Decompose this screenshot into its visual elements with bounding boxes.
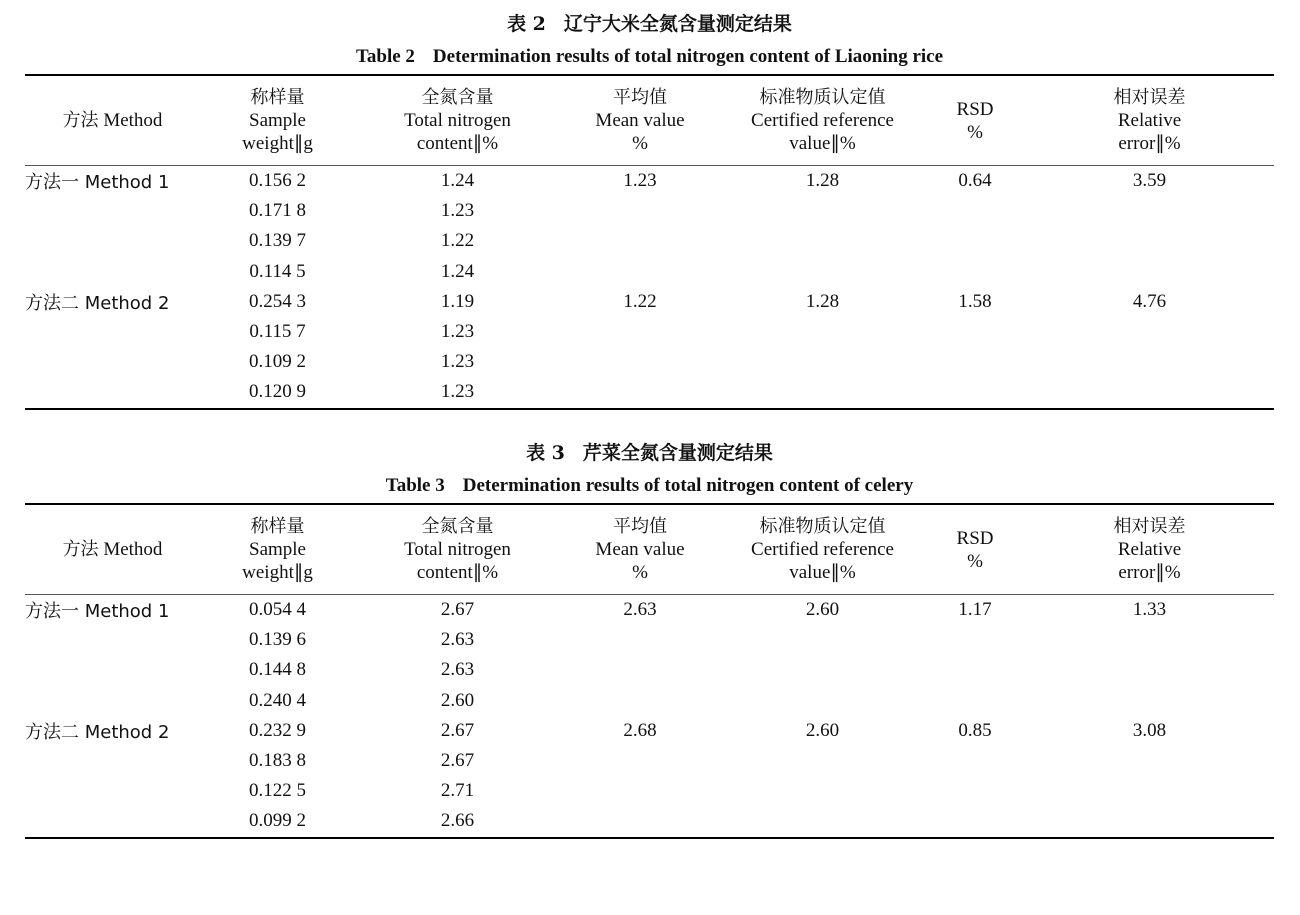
table-title-en: Determination results of total nitrogen content of celery: [462, 475, 914, 496]
table-2-caption-en: [25, 40, 1274, 74]
header-method: 方法 Method: [25, 75, 200, 166]
header-rsd: RSD %: [925, 504, 1025, 595]
table-row: [25, 716, 1274, 746]
cell-sample-weight: 0.115 7: [249, 321, 306, 343]
cell-sample-weight: 0.254 3: [249, 290, 306, 312]
cell-rsd: [925, 317, 1025, 347]
cell-mean-value: [560, 625, 720, 655]
cell-total-nitrogen: 1.22: [440, 230, 475, 252]
cell-relative-error: [1025, 746, 1274, 776]
cell-method: 方法二 Method 2: [25, 721, 170, 743]
cell-mean-value: [560, 686, 720, 716]
table-number-cn: 表 2: [507, 13, 546, 35]
cell-total-nitrogen: 1.24: [440, 170, 475, 192]
cell-total-nitrogen: 1.23: [440, 321, 475, 343]
cell-sample-weight: 0.122 5: [249, 780, 306, 802]
header-method: 方法 Method: [25, 504, 200, 595]
cell-mean-value: [560, 655, 720, 685]
cell-rsd: [925, 806, 1025, 837]
table-row: [25, 595, 1274, 626]
cell-sample-weight: 0.099 2: [200, 806, 355, 837]
cell-total-nitrogen: 2.67: [440, 719, 475, 741]
cell-certified-value: [720, 317, 925, 347]
cell-rsd: [925, 776, 1025, 806]
header-total-nitrogen: 全氮含量 Total nitrogen content∥%: [355, 75, 560, 166]
cell-certified-value: [720, 196, 925, 226]
table-row: [25, 806, 1274, 837]
table-2: [25, 74, 1274, 410]
cell-mean-value: [560, 776, 720, 806]
cell-method: [25, 226, 200, 256]
cell-rsd: [925, 625, 1025, 655]
cell-certified-value: 1.28: [805, 290, 840, 312]
cell-method: [25, 257, 200, 287]
cell-sample-weight: 0.114 5: [249, 260, 306, 282]
cell-sample-weight: 0.120 9: [200, 377, 355, 408]
table-3-caption-en: [25, 469, 1274, 503]
cell-total-nitrogen: 2.67: [440, 599, 475, 621]
cell-relative-error: [1025, 257, 1274, 287]
table-row: [25, 655, 1274, 685]
header-total-nitrogen: 全氮含量 Total nitrogen content∥%: [355, 504, 560, 595]
cell-certified-value: [720, 776, 925, 806]
header-sample-weight: 称样量 Sample weight∥g: [200, 75, 355, 166]
cell-mean-value: [560, 746, 720, 776]
cell-mean-value: [560, 317, 720, 347]
cell-relative-error: [1025, 686, 1274, 716]
table-row: [25, 625, 1274, 655]
cell-relative-error: [1025, 655, 1274, 685]
table-row: [25, 746, 1274, 776]
header-certified-value: 标准物质认定值 Certified reference value∥%: [720, 504, 925, 595]
header-sample-weight: 称样量 Sample weight∥g: [200, 504, 355, 595]
table-2-block: [25, 8, 1274, 410]
cell-mean-value: [560, 226, 720, 256]
cell-total-nitrogen: 2.60: [440, 689, 475, 711]
cell-certified-value: 1.28: [805, 170, 840, 192]
cell-sample-weight: 0.156 2: [249, 170, 306, 192]
table-title-cn: 芹菜全氮含量测定结果: [582, 442, 773, 464]
cell-certified-value: [720, 226, 925, 256]
cell-method: [25, 806, 200, 837]
cell-rsd: [925, 746, 1025, 776]
cell-certified-value: [720, 377, 925, 408]
header-certified-value: 标准物质认定值 Certified reference value∥%: [720, 75, 925, 166]
cell-sample-weight: 0.054 4: [249, 599, 306, 621]
cell-method: [25, 377, 200, 408]
table-3-caption-cn: [25, 437, 1274, 469]
cell-rsd: 0.85: [958, 719, 992, 741]
cell-rsd: [925, 686, 1025, 716]
cell-relative-error: [1025, 196, 1274, 226]
cell-rsd: [925, 257, 1025, 287]
cell-method: [25, 655, 200, 685]
cell-mean-value: [560, 377, 720, 408]
cell-total-nitrogen: 2.63: [440, 629, 475, 651]
cell-total-nitrogen: 1.23: [440, 200, 475, 222]
table-header-row: [25, 75, 1274, 166]
table-number-en: Table 3: [385, 475, 445, 496]
header-mean-value: 平均值 Mean value %: [560, 75, 720, 166]
cell-certified-value: [720, 347, 925, 377]
cell-method: [25, 317, 200, 347]
table-number-cn: 表 3: [526, 442, 565, 464]
cell-method: [25, 776, 200, 806]
cell-rsd: [925, 226, 1025, 256]
cell-total-nitrogen: 2.66: [355, 806, 560, 837]
cell-sample-weight: 0.171 8: [249, 200, 306, 222]
cell-mean-value: [560, 806, 720, 837]
cell-mean-value: 1.23: [623, 170, 657, 192]
cell-total-nitrogen: 2.67: [440, 750, 475, 772]
cell-rsd: [925, 655, 1025, 685]
table-number-en: Table 2: [355, 46, 415, 67]
cell-certified-value: [720, 655, 925, 685]
cell-method: [25, 746, 200, 776]
cell-method: [25, 196, 200, 226]
header-relative-error: 相对误差 Relative error∥%: [1025, 504, 1274, 595]
cell-relative-error: [1025, 625, 1274, 655]
cell-total-nitrogen: 2.63: [440, 659, 475, 681]
cell-relative-error: 4.76: [1132, 290, 1167, 312]
cell-certified-value: 2.60: [805, 599, 840, 621]
table-header-row: [25, 504, 1274, 595]
cell-sample-weight: 0.139 7: [249, 230, 306, 252]
header-mean-value: 平均值 Mean value %: [560, 504, 720, 595]
header-relative-error: 相对误差 Relative error∥%: [1025, 75, 1274, 166]
table-row: [25, 776, 1274, 806]
cell-sample-weight: 0.232 9: [249, 719, 306, 741]
cell-certified-value: [720, 686, 925, 716]
cell-rsd: [925, 196, 1025, 226]
cell-total-nitrogen: 1.24: [440, 260, 475, 282]
cell-certified-value: 2.60: [805, 719, 840, 741]
cell-certified-value: [720, 625, 925, 655]
cell-relative-error: [1025, 776, 1274, 806]
cell-sample-weight: 0.109 2: [249, 351, 306, 373]
cell-total-nitrogen: 1.23: [440, 351, 475, 373]
table-row: [25, 377, 1274, 408]
table-title-en: Determination results of total nitrogen content of Liaoning rice: [432, 46, 944, 67]
cell-rsd: 1.17: [958, 599, 992, 621]
cell-sample-weight: 0.139 6: [249, 629, 306, 651]
cell-rsd: [925, 347, 1025, 377]
cell-method: [25, 347, 200, 377]
cell-certified-value: [720, 806, 925, 837]
table-row: [25, 317, 1274, 347]
cell-sample-weight: 0.144 8: [249, 659, 306, 681]
cell-relative-error: [1025, 226, 1274, 256]
table-row: [25, 257, 1274, 287]
cell-rsd: 0.64: [958, 170, 992, 192]
cell-method: [25, 686, 200, 716]
cell-method: 方法一 Method 1: [25, 601, 170, 623]
header-rsd: RSD %: [925, 75, 1025, 166]
table-2-caption-cn: [25, 8, 1274, 40]
table-row: [25, 196, 1274, 226]
table-row: [25, 347, 1274, 377]
table-row: [25, 287, 1274, 317]
cell-total-nitrogen: 2.71: [440, 780, 475, 802]
cell-mean-value: 1.22: [623, 290, 657, 312]
cell-certified-value: [720, 746, 925, 776]
cell-relative-error: 1.33: [1132, 599, 1167, 621]
cell-relative-error: [1025, 317, 1274, 347]
cell-mean-value: [560, 196, 720, 226]
cell-sample-weight: 0.183 8: [249, 750, 306, 772]
cell-method: 方法二 Method 2: [25, 292, 170, 314]
cell-method: 方法一 Method 1: [25, 172, 170, 194]
table-3-block: [25, 437, 1274, 839]
cell-relative-error: [1025, 377, 1274, 408]
cell-mean-value: 2.68: [623, 719, 657, 741]
cell-total-nitrogen: 1.23: [355, 377, 560, 408]
table-row: [25, 226, 1274, 256]
table-title-cn: 辽宁大米全氮含量测定结果: [563, 13, 792, 35]
cell-relative-error: 3.08: [1132, 719, 1167, 741]
cell-sample-weight: 0.240 4: [249, 689, 306, 711]
cell-relative-error: [1025, 806, 1274, 837]
cell-mean-value: 2.63: [623, 599, 657, 621]
table-row: [25, 166, 1274, 197]
table-3: [25, 503, 1274, 839]
cell-rsd: [925, 377, 1025, 408]
cell-mean-value: [560, 257, 720, 287]
cell-rsd: 1.58: [958, 290, 992, 312]
cell-certified-value: [720, 257, 925, 287]
cell-method: [25, 625, 200, 655]
table-row: [25, 686, 1274, 716]
cell-mean-value: [560, 347, 720, 377]
cell-relative-error: 3.59: [1132, 170, 1167, 192]
cell-relative-error: [1025, 347, 1274, 377]
cell-total-nitrogen: 1.19: [440, 290, 475, 312]
